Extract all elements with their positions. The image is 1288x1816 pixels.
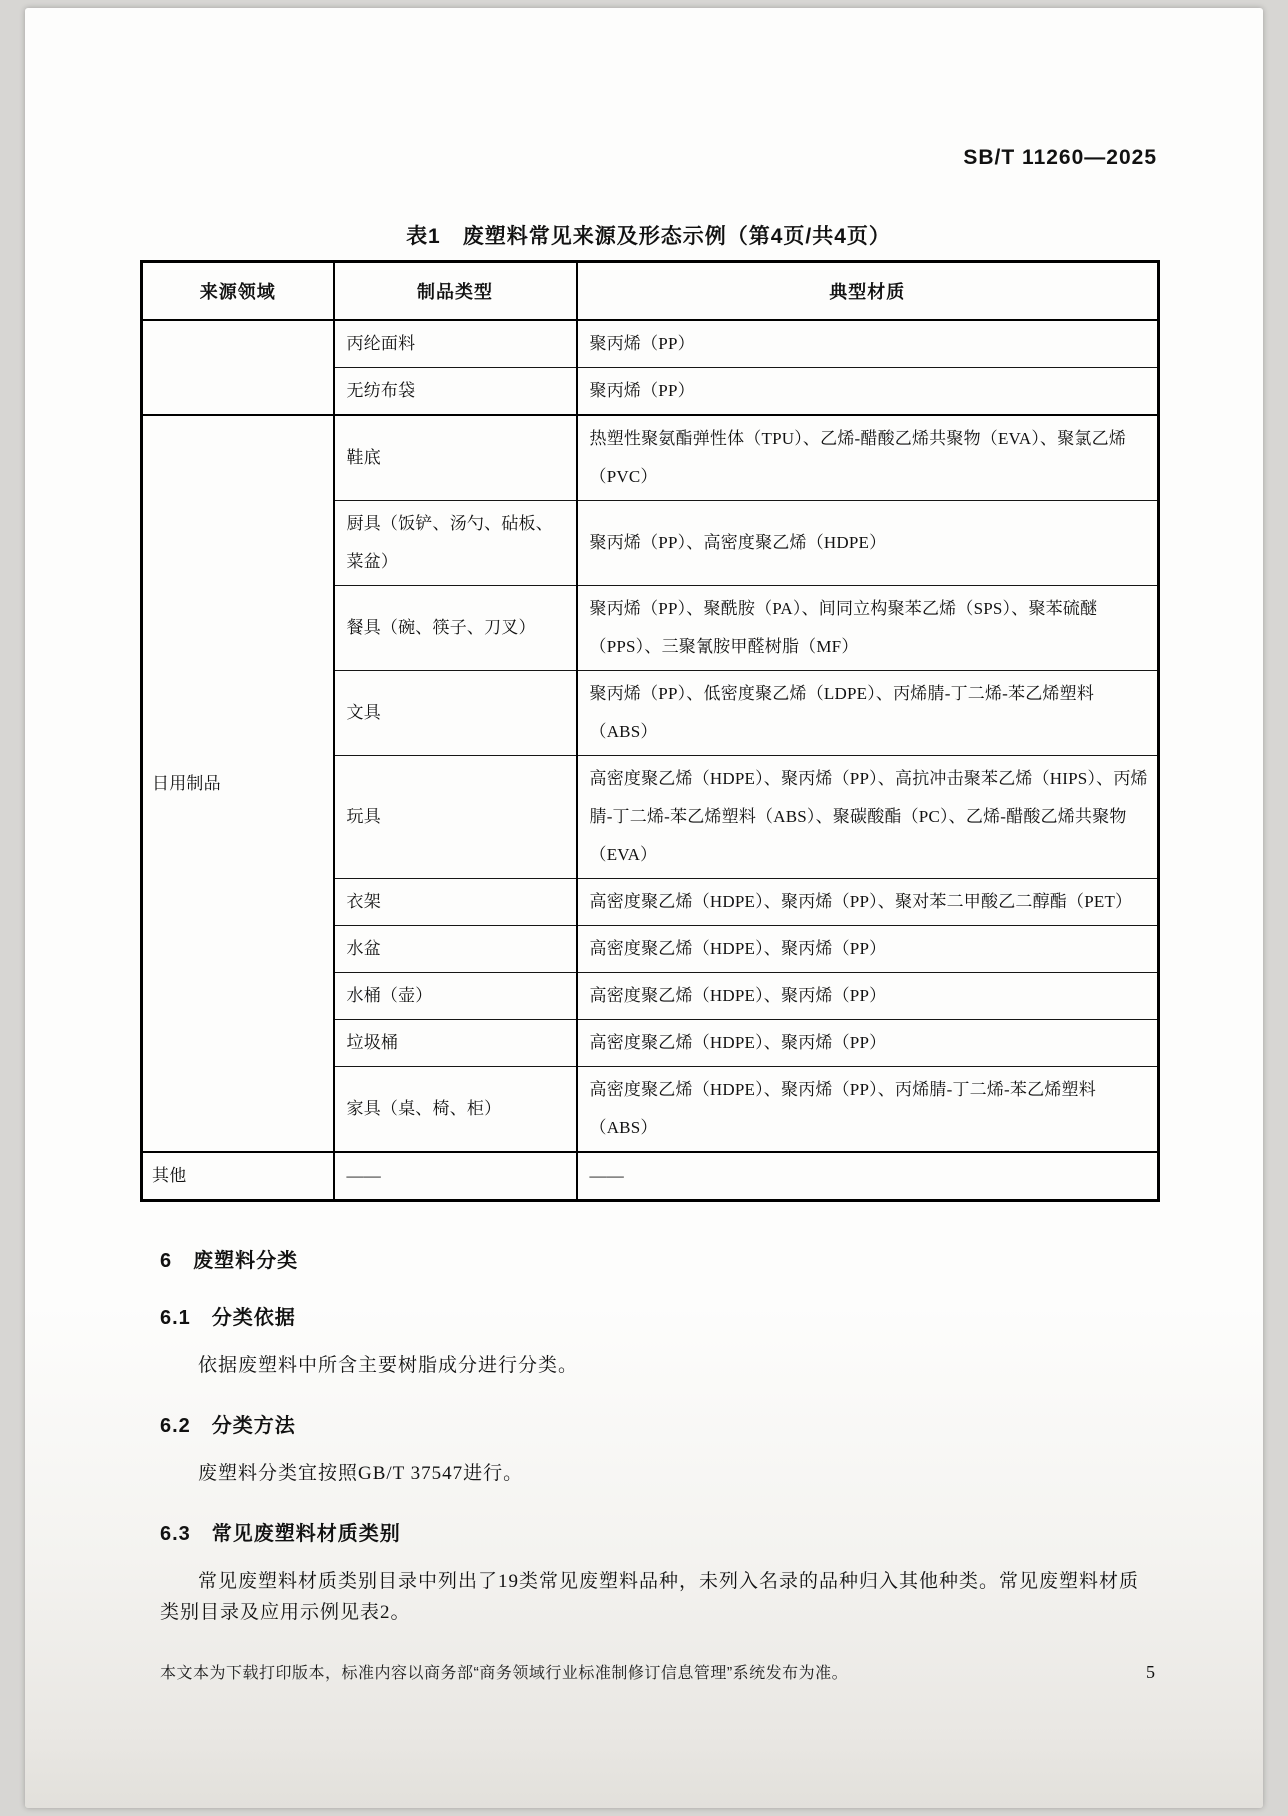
waste-plastics-source-table xyxy=(140,260,1160,1202)
header-product-type: 制品类型 xyxy=(334,262,577,321)
product-type-cell: 无纺布袋 xyxy=(334,368,577,416)
typical-material-cell: 高密度聚乙烯（HDPE）、聚丙烯（PP）、高抗冲击聚苯乙烯（HIPS）、丙烯腈-丁二烯-苯乙烯塑料（ABS）、聚碳酸酯（PC）、乙烯-醋酸乙烯共聚物（EVA） xyxy=(577,756,1159,879)
product-type-cell: 水盆 xyxy=(334,926,577,973)
section-6-2-body: 废塑料分类宜按照GB/T 37547进行。 xyxy=(198,1463,524,1484)
source-domain-cell: 其他 xyxy=(142,1152,334,1201)
typical-material-cell: 聚丙烯（PP） xyxy=(577,368,1159,416)
header-source-domain: 来源领域 xyxy=(142,262,334,321)
product-type-cell: 家具（桌、椅、柜） xyxy=(334,1067,577,1153)
typical-material-cell: 聚丙烯（PP）、低密度聚乙烯（LDPE）、丙烯腈-丁二烯-苯乙烯塑料（ABS） xyxy=(577,671,1159,756)
section-6-1-heading: 6.1 分类依据 xyxy=(160,1307,296,1329)
product-type-cell: 衣架 xyxy=(334,879,577,926)
section-6-3-heading: 6.3 常见废塑料材质类别 xyxy=(160,1523,401,1545)
product-type-cell: 垃圾桶 xyxy=(334,1020,577,1067)
typical-material-cell: 热塑性聚氨酯弹性体（TPU）、乙烯-醋酸乙烯共聚物（EVA）、聚氯乙烯（PVC） xyxy=(577,415,1159,501)
section-6-2-heading: 6.2 分类方法 xyxy=(160,1415,296,1437)
table-header-row xyxy=(142,262,1159,321)
source-domain-cell xyxy=(142,320,334,415)
typical-material-cell: 聚丙烯（PP） xyxy=(577,320,1159,368)
section-6-1-body: 依据废塑料中所含主要树脂成分进行分类。 xyxy=(198,1355,579,1376)
standard-number: SB/T 11260—2025 xyxy=(963,146,1157,169)
typical-material-cell: 高密度聚乙烯（HDPE）、聚丙烯（PP）、丙烯腈-丁二烯-苯乙烯塑料（ABS） xyxy=(577,1067,1159,1153)
product-type-cell: 厨具（饭铲、汤勺、砧板、菜盆） xyxy=(334,501,577,586)
section-6-heading: 6 废塑料分类 xyxy=(160,1250,299,1272)
table-row xyxy=(142,320,1159,368)
typical-material-cell: 聚丙烯（PP）、高密度聚乙烯（HDPE） xyxy=(577,501,1159,586)
product-type-cell: —— xyxy=(334,1152,577,1201)
product-type-cell: 餐具（碗、筷子、刀叉） xyxy=(334,586,577,671)
footer-note: 本文本为下载打印版本，标准内容以商务部“商务领域行业标准制修订信息管理”系统发布为准。 xyxy=(160,1665,849,1682)
product-type-cell: 水桶（壶） xyxy=(334,973,577,1020)
source-domain-cell: 日用制品 xyxy=(142,415,334,1152)
typical-material-cell: 聚丙烯（PP）、聚酰胺（PA）、间同立构聚苯乙烯（SPS）、聚苯硫醚（PPS）、三聚氰胺甲醛树脂（MF） xyxy=(577,586,1159,671)
product-type-cell: 丙纶面料 xyxy=(334,320,577,368)
typical-material-cell: 高密度聚乙烯（HDPE）、聚丙烯（PP） xyxy=(577,1020,1159,1067)
product-type-cell: 鞋底 xyxy=(334,415,577,501)
table-row xyxy=(142,1152,1159,1201)
header-typical-material: 典型材质 xyxy=(577,262,1159,321)
product-type-cell: 文具 xyxy=(334,671,577,756)
page-footer xyxy=(160,1660,1177,1683)
product-type-cell: 玩具 xyxy=(334,756,577,879)
table1-title: 表1 废塑料常见来源及形态示例（第4页/共4页） xyxy=(406,225,891,248)
table-body xyxy=(142,320,1159,1201)
typical-material-cell: 高密度聚乙烯（HDPE）、聚丙烯（PP） xyxy=(577,973,1159,1020)
typical-material-cell: 高密度聚乙烯（HDPE）、聚丙烯（PP）、聚对苯二甲酸乙二醇酯（PET） xyxy=(577,879,1159,926)
typical-material-cell: —— xyxy=(577,1152,1159,1201)
typical-material-cell: 高密度聚乙烯（HDPE）、聚丙烯（PP） xyxy=(577,926,1159,973)
document-page xyxy=(25,8,1263,1808)
page-number: 5 xyxy=(1146,1662,1155,1682)
section-6-3-body: 常见废塑料材质类别目录中列出了19类常见废塑料品种，未列入名录的品种归入其他种类。常见废塑料材质类别目录及应用示例见表2。 xyxy=(160,1571,1140,1623)
table-row xyxy=(142,415,1159,501)
